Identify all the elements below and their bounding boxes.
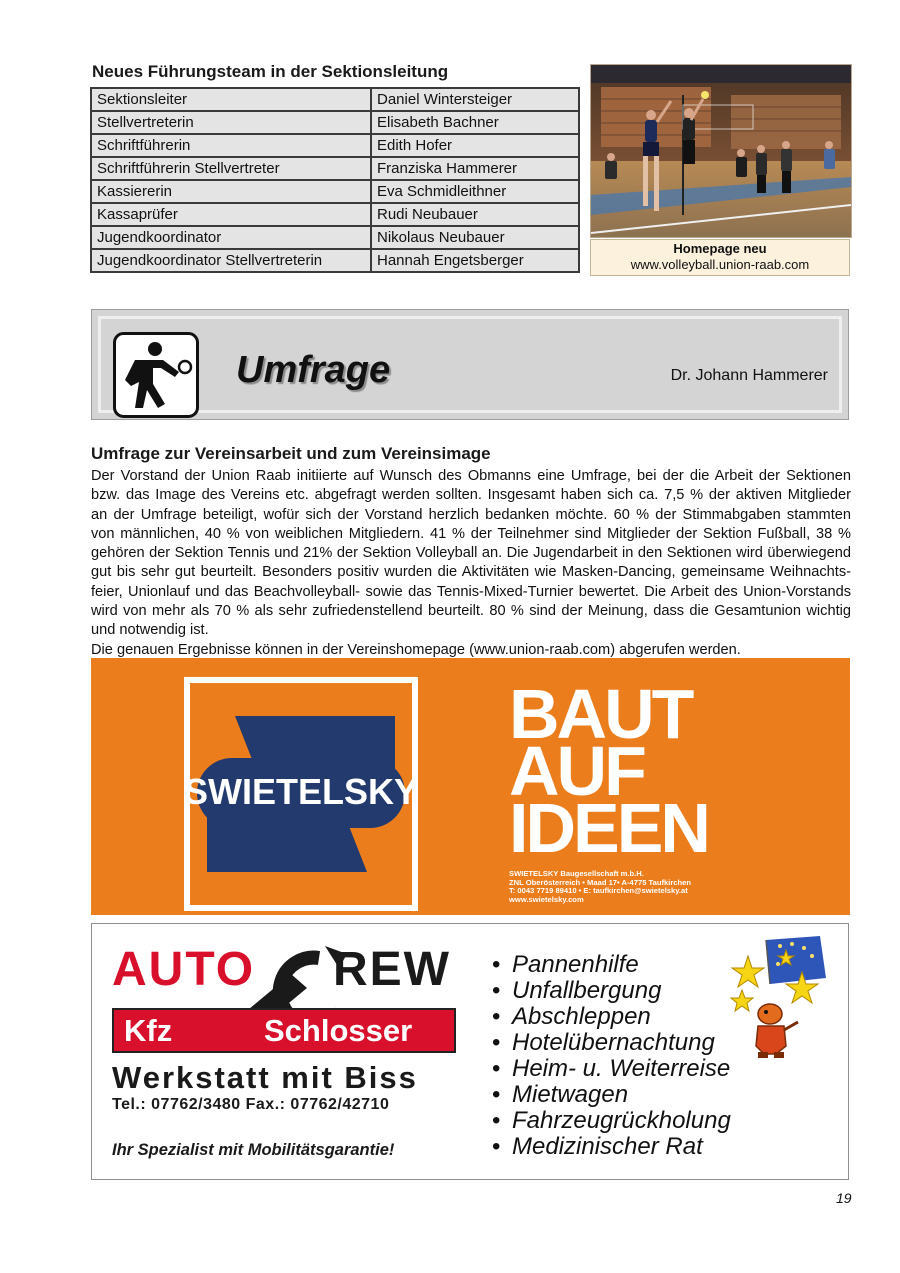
team-member-name: Elisabeth Bachner	[371, 111, 579, 134]
service-item	[492, 1056, 731, 1082]
team-row	[91, 226, 579, 249]
team-member-name: Eva Schmidleithner	[371, 180, 579, 203]
team-row	[91, 249, 579, 272]
service-label: Pannenhilfe	[512, 951, 639, 978]
service-label: Unfallbergung	[512, 977, 662, 1004]
service-item	[492, 1030, 731, 1056]
autocrew-tagline: Ihr Spezialist mit Mobilitätsgarantie!	[112, 1141, 395, 1159]
article-paragraph	[91, 467, 851, 641]
service-item	[492, 1108, 731, 1134]
slogan-line: IDEEN	[509, 789, 708, 867]
autocrew-phone[interactable]: Tel.: 07762/3480 Fax.: 07762/42710	[112, 1096, 390, 1113]
team-row	[91, 111, 579, 134]
autocrew-brand-crew: REW	[333, 943, 451, 996]
bullet-icon: •	[492, 1107, 501, 1134]
page-number: 19	[836, 1190, 852, 1206]
service-item	[492, 1134, 731, 1160]
team-row	[91, 157, 579, 180]
team-member-name: Rudi Neubauer	[371, 203, 579, 226]
swietelsky-logo	[183, 676, 419, 912]
volleyball-photo	[590, 64, 852, 238]
article-line: von männlichen, 40 % von weiblichen Mitgliedern. 41 % der Teilnehmer sind Mitglieder der Sektion Fußball, 38 %	[91, 525, 851, 542]
article-body	[91, 467, 851, 660]
service-item	[492, 1004, 731, 1030]
banner-frame	[98, 316, 842, 413]
article-line: gehören der Sektion Tennis und 21% der Sektion Volleyball an. Die Jugendarbeit in den Sektionen wird überwiegend	[91, 545, 851, 562]
team-role: Kassaprüfer	[91, 203, 371, 226]
schlosser-label: Schlosser	[264, 1013, 413, 1048]
address-line: SWIETELSKY Baugesellschaft m.b.H.	[509, 869, 644, 878]
service-label: Hotelübernachtung	[512, 1029, 715, 1056]
service-item	[492, 978, 731, 1004]
swietelsky-logo-text: SWIETELSKY	[183, 771, 419, 812]
photo-caption	[590, 239, 850, 276]
team-row	[91, 134, 579, 157]
article-line: Der Vorstand der Union Raab initiierte auf Wunsch des Obmanns eine Umfrage, bei der die Arbeit der Sektionen	[91, 468, 851, 484]
bullet-icon: •	[492, 1055, 501, 1082]
team-member-name: Franziska Hammerer	[371, 157, 579, 180]
team-member-name: Nikolaus Neubauer	[371, 226, 579, 249]
bullet-icon: •	[492, 951, 501, 978]
team-row	[91, 203, 579, 226]
slogan-line: BAUT	[509, 675, 692, 753]
service-label: Mietwagen	[512, 1081, 629, 1108]
volleyball-player-icon	[113, 332, 199, 418]
bullet-icon: •	[492, 1003, 501, 1030]
service-label: Fahrzeugrückholung	[512, 1107, 731, 1134]
team-table	[90, 87, 580, 273]
article-closing: Die genauen Ergebnisse können in der Vereinshomepage (www.union-raab.com) abgerufen werden.	[91, 641, 741, 658]
article-heading: Umfrage zur Vereinsarbeit und zum Vereinsimage	[91, 444, 491, 463]
photo-caption-title: Homepage neu	[673, 241, 767, 256]
service-label: Heim- u. Weiterreise	[512, 1055, 731, 1082]
article-line: feier, Unionlauf und das Beachvolleyball- sowie das Tennis-Mixed-Turnier bewertet. Die Arbeit des Union-Vorstands	[91, 583, 851, 600]
bullet-icon: •	[492, 1133, 501, 1160]
swietelsky-website[interactable]: www.swietelsky.com	[509, 894, 584, 904]
team-role: Stellvertreterin	[91, 111, 371, 134]
article-line: und notwendig ist.	[91, 622, 209, 639]
team-member-name: Hannah Engetsberger	[371, 249, 579, 272]
section-banner	[91, 309, 849, 420]
swietelsky-ad[interactable]	[91, 658, 850, 915]
kfz-label: Kfz	[124, 1013, 173, 1048]
bullet-icon: •	[492, 977, 501, 1004]
article-line: wird von mehr als 70 % als sehr zufriedenstellend beurteilt. 80 % sind der Meinung, dass die Gesamtunion wichtig	[91, 603, 851, 620]
service-label: Medizinischer Rat	[512, 1133, 703, 1160]
address-line: T: 0043 7719 89410 • E: taufkirchen@swietelsky.at	[509, 886, 688, 896]
team-role: Jugendkoordinator	[91, 226, 371, 249]
article-line: an der Umfrage beteiligt, wofür sich der Vorstand herzlich bedanken möchte. 60 % der Stimmabgaben stammten	[91, 506, 851, 523]
banner-author: Dr. Johann Hammerer	[670, 367, 828, 384]
team-member-name: Daniel Wintersteiger	[371, 88, 579, 111]
team-role: Jugendkoordinator Stellvertreterin	[91, 249, 371, 272]
team-role: Sektionsleiter	[91, 88, 371, 111]
volleyball-photo-image	[591, 65, 851, 237]
service-item	[492, 952, 731, 978]
team-role: Kassiererin	[91, 180, 371, 203]
team-member-name: Edith Hofer	[371, 134, 579, 157]
autocrew-services-list	[492, 952, 731, 1160]
service-item	[492, 1082, 731, 1108]
swietelsky-address	[509, 870, 691, 904]
service-label: Abschleppen	[512, 1003, 651, 1030]
autocrew-slogan: Werkstatt mit Biss	[112, 1060, 418, 1095]
team-section-title: Neues Führungsteam in der Sektionsleitung	[92, 62, 449, 81]
slogan-line: AUF	[509, 732, 644, 810]
mascot-stars-icon	[720, 934, 832, 1062]
autocrew-ad[interactable]	[91, 923, 849, 1180]
banner-title: Umfrage	[236, 349, 391, 391]
photo-caption-url[interactable]: www.volleyball.union-raab.com	[630, 257, 810, 272]
bullet-icon: •	[492, 1081, 501, 1108]
team-row	[91, 180, 579, 203]
bullet-icon: •	[492, 1029, 501, 1056]
autocrew-brand-auto: AUTO	[112, 943, 256, 996]
article-line: bzw. das Image des Vereins etc. abgefragt werden sollten. Insgesamt haben sich ca. 7,5 % der aktiven Mitglieder	[91, 487, 851, 504]
article-line: gut bis sehr gut beurteilt. Besonders positiv wurden die Aktivitäten wie Masken-Dancing, gemeinsame Weihnachts-	[91, 564, 851, 581]
address-line: ZNL Oberösterreich • Maad 17• A-4775 Taufkirchen	[509, 877, 692, 887]
team-role: Schriftführerin	[91, 134, 371, 157]
team-role: Schriftführerin Stellvertreter	[91, 157, 371, 180]
swietelsky-slogan	[509, 675, 708, 867]
team-row	[91, 88, 579, 111]
